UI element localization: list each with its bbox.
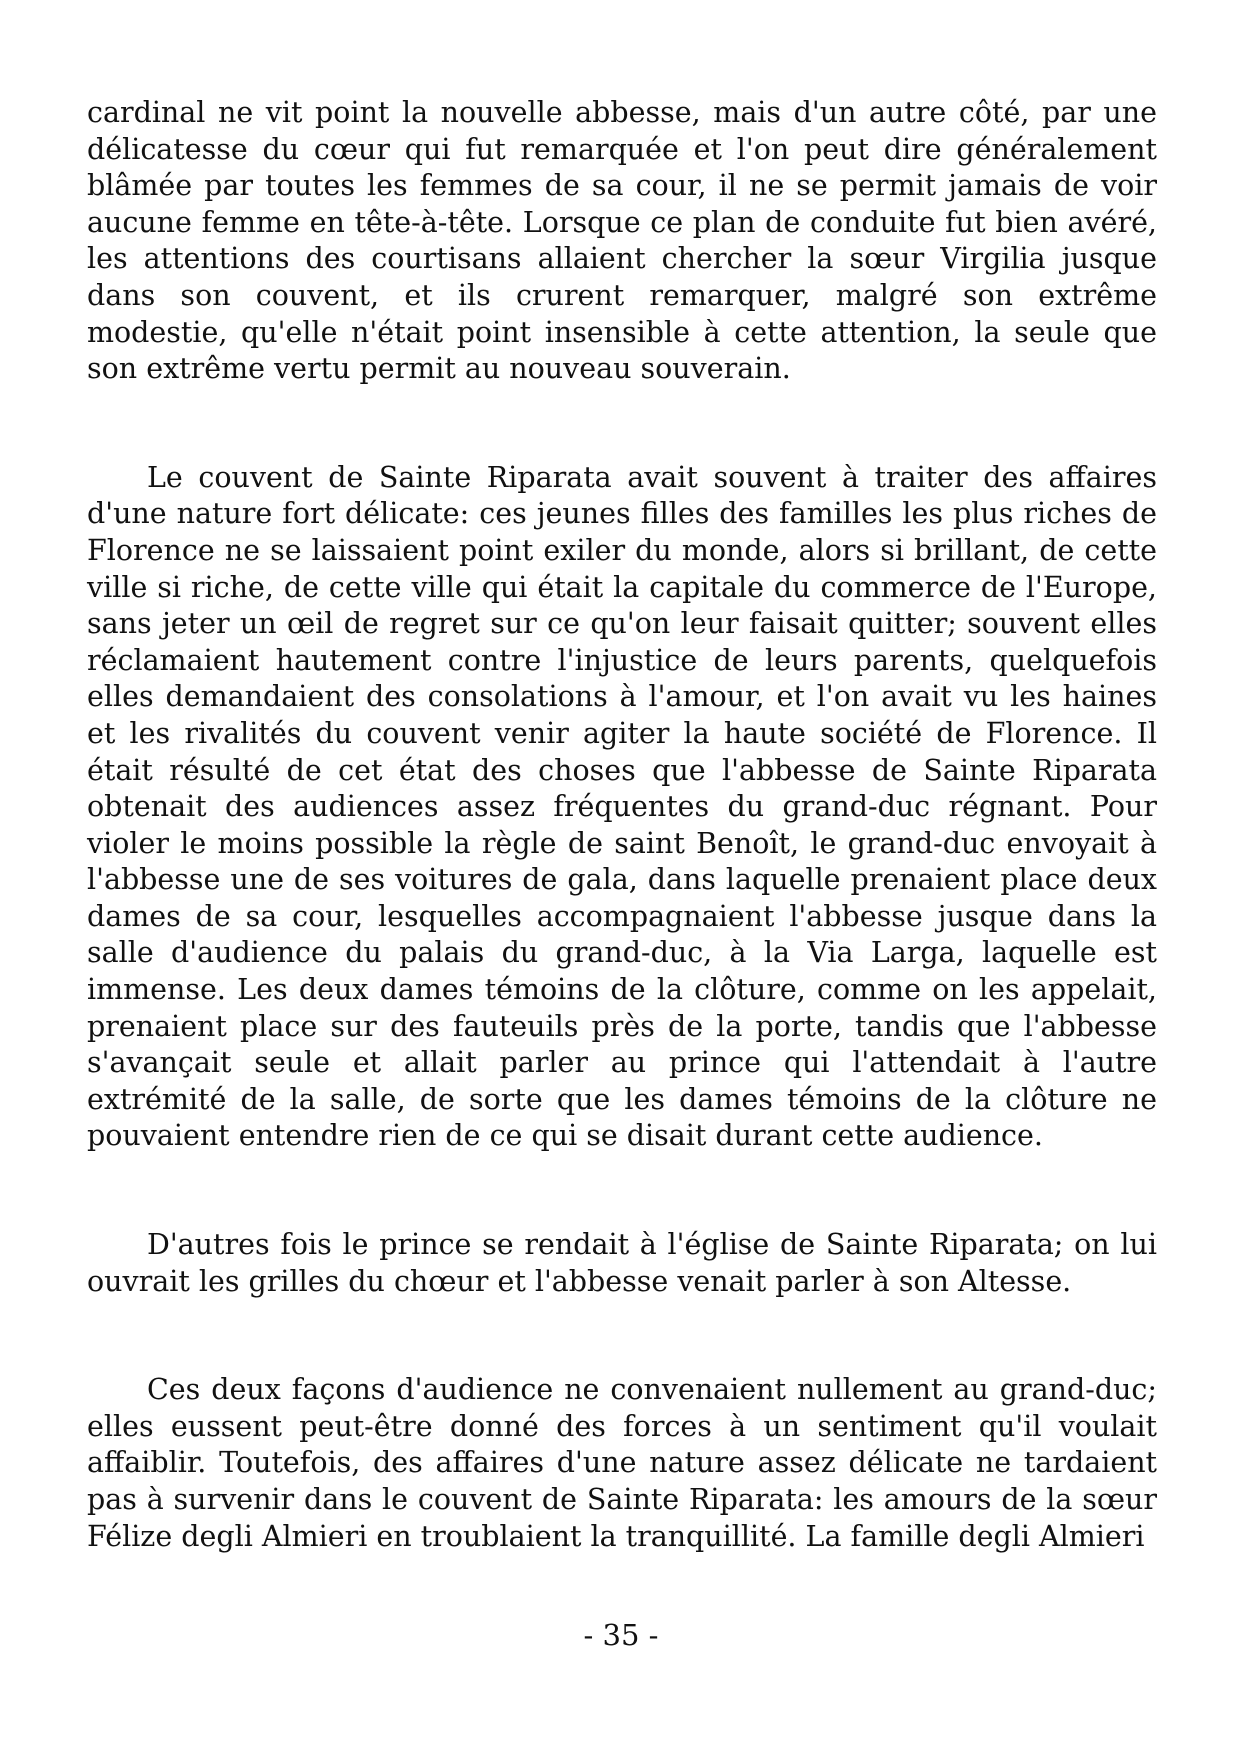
paragraph-audience: Ces deux façons d'audience ne convenaient nullement au grand-duc; elles eussent peut-être donné des forces à un sentiment qu'il voulait affaiblir. Toutefois, des affaires d'une nature assez délicate ne tardaient pas à survenir dans le couvent de Sainte Riparata: les amours de la sœur Félize degli Almieri en troublaient la tranquillité. La famille degli Almieri: [87, 1373, 1157, 1553]
paragraph-eglise: D'autres fois le prince se rendait à l'église de Sainte Riparata; on lui ouvrait les grilles du chœur et l'abbesse venait parler à son Altesse.: [87, 1228, 1157, 1298]
paragraph-couvent: Le couvent de Sainte Riparata avait souvent à traiter des affaires d'une nature fort délicate: ces jeunes filles des familles les plus riches de Florence ne se laissaient point exiler du monde, alors si brillant, de cette ville si riche, de cette ville qui était la capitale du commerce de l'Europe, sans jeter un œil de regret sur ce qu'on leur faisait quitter; souvent elles réclamaient hautement contre l'injustice de leurs parents, quelquefois elles demandaient des consolations à l'amour, et l'on avait vu les haines et les rivalités du couvent venir agiter la haute société de Florence. Il était résulté de cet état des choses que l'abbesse de Sainte Riparata obtenait des audiences assez fréquentes du grand-duc régnant. Pour violer le moins possible la règle de saint Benoît, le grand-duc envoyait à l'abbesse une de ses voitures de gala, dans laquelle prenaient place deux dames de sa cour, lesquelles accompagnaient l'abbesse jusque dans la salle d'audience du palais du grand-duc, à la Via Larga, laquelle est immense. Les deux dames témoins de la clôture, comme on les appelait, prenaient place sur des fauteuils près de la porte, tandis que l'abbesse s'avançait seule et allait parler au prince qui l'attendait à l'autre extrémité de la salle, de sorte que les dames témoins de la clôture ne pouvaient entendre rien de ce qui se disait durant cette audience.: [87, 460, 1157, 1153]
paragraph-continuation: cardinal ne vit point la nouvelle abbesse, mais d'un autre côté, par une délicatesse du cœur qui fut remarquée et l'on peut dire généralement blâmée par toutes les femmes de sa cour, il ne se permit jamais de voir aucune femme en tête-à-tête. Lorsque ce plan de conduite fut bien avéré, les attentions des courtisans allaient chercher la sœur Virgilia jusque dans son couvent, et ils crurent remarquer, malgré son extrême modestie, qu'elle n'était point insensible à cette attention, la seule que son extrême vertu permit au nouveau souverain.: [87, 96, 1157, 386]
page-body: [87, 95, 1157, 1555]
page-number: - 35 -: [583, 1618, 659, 1652]
